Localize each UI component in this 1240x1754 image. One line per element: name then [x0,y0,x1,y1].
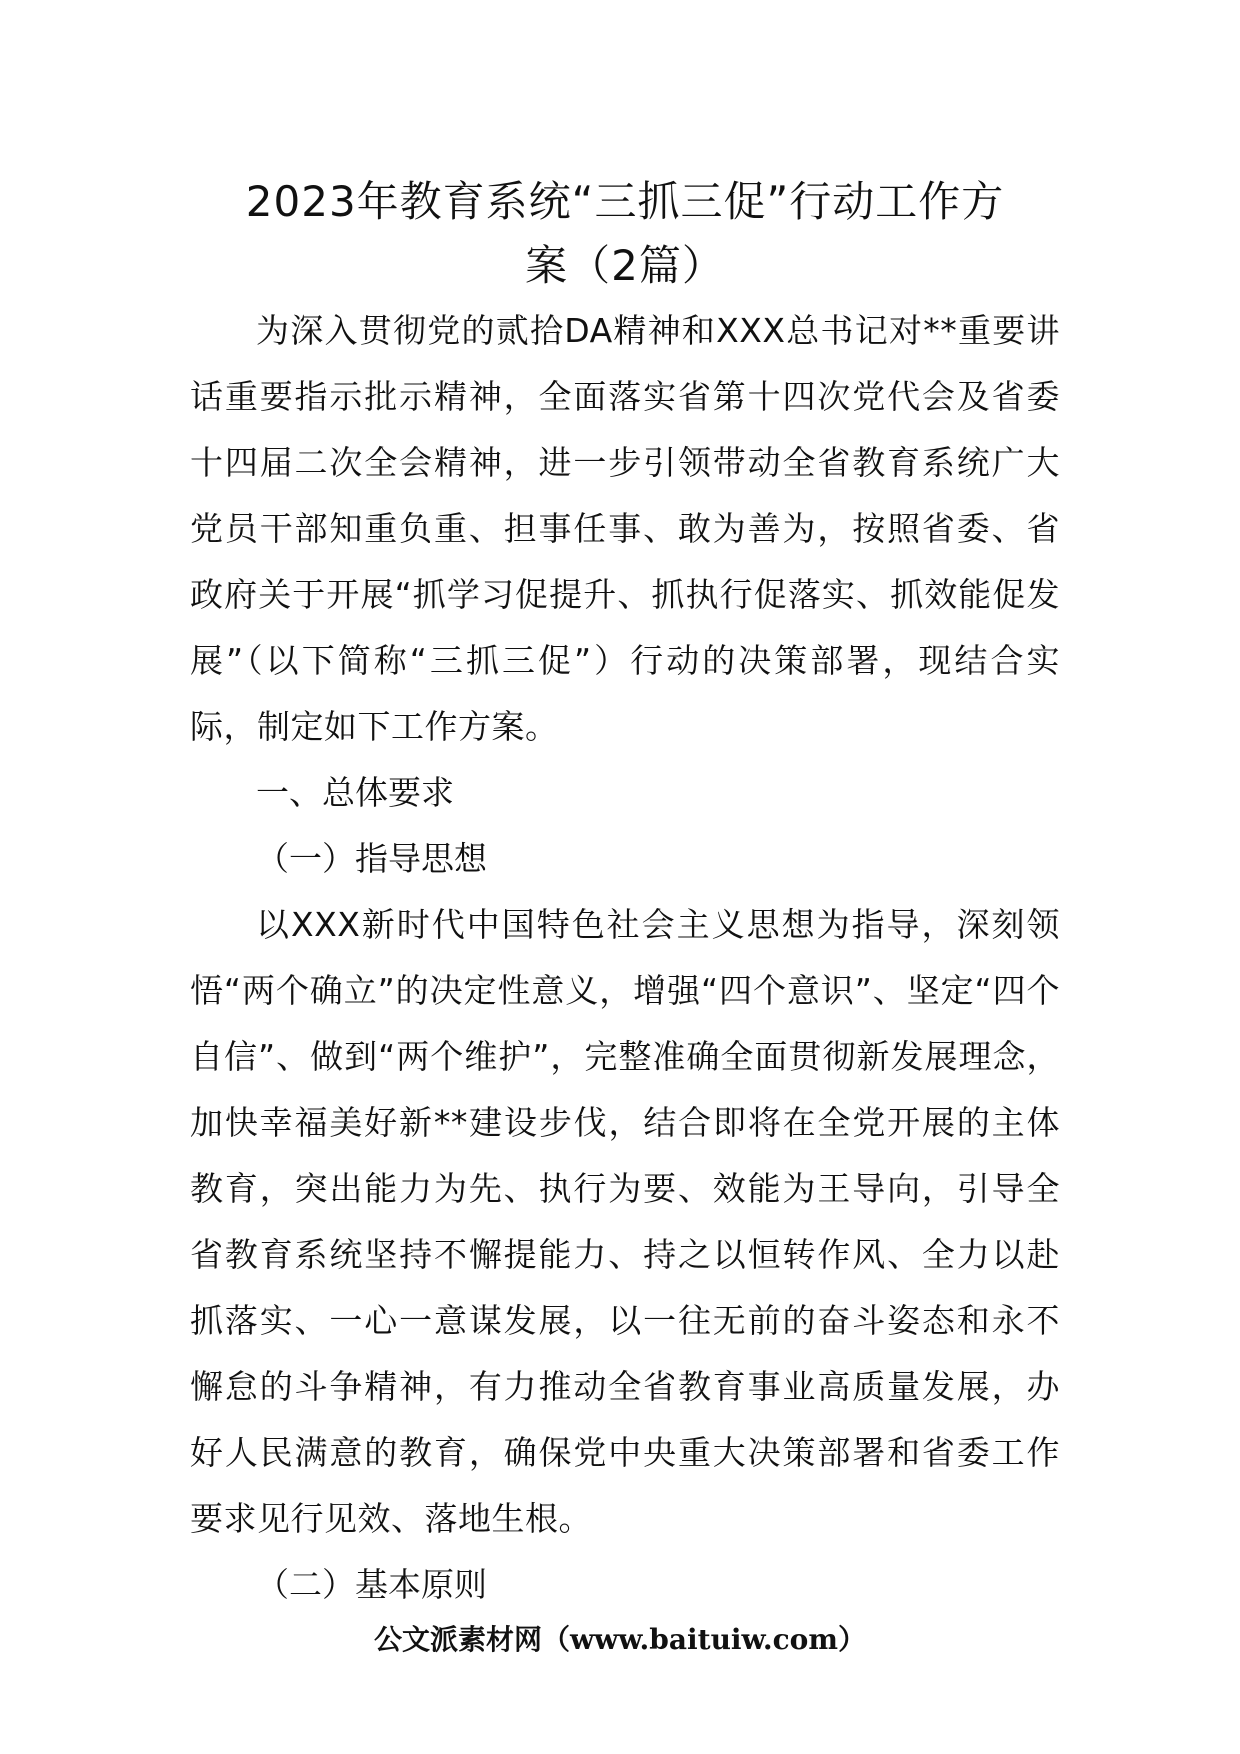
document-title [190,170,1060,298]
title-line-2: 案（2篇） [525,241,725,290]
section-heading-general-requirements: 一、总体要求 [256,773,454,812]
document-body [190,170,1060,1618]
subsection-heading-guiding-ideology: （一）指导思想 [256,839,487,878]
intro-paragraph: 为深入贯彻党的贰拾DA精神和XXX总书记对**重要讲话重要指示批示精神，全面落实省第十四次党代会及省委十四届二次全会精神，进一步引领带动全省教育系统广大党员干部知重负重、担事任事、敢为善为，按照省委、省政府关于开展“抓学习促提升、抓执行促落实、抓效能促发展”（以下简称“三抓三促”）行动的决策部署，现结合实际，制定如下工作方案。 [190,311,1060,746]
title-line-1: 2023年教育系统“三抓三促”行动工作方 [245,177,1005,226]
guiding-ideology-paragraph: 以XXX新时代中国特色社会主义思想为指导，深刻领悟“两个确立”的决定性意义，增强“四个意识”、坚定“四个自信”、做到“两个维护”，完整准确全面贯彻新发展理念，加快幸福美好新**建设步伐，结合即将在全党开展的主体教育，突出能力为先、执行为要、效能为王导向，引导全省教育系统坚持不懈提能力、持之以恒转作风、全力以赴抓落实、一心一意谋发展，以一往无前的奋斗姿态和永不懈怠的斗争精神，有力推动全省教育事业高质量发展，办好人民满意的教育，确保党中央重大决策部署和省委工作要求见行见效、落地生根。 [190,905,1060,1538]
subsection-heading-basic-principles: （二）基本原则 [256,1565,487,1604]
footer-watermark: 公文派素材网（www.baituiw.com） [374,1623,866,1656]
